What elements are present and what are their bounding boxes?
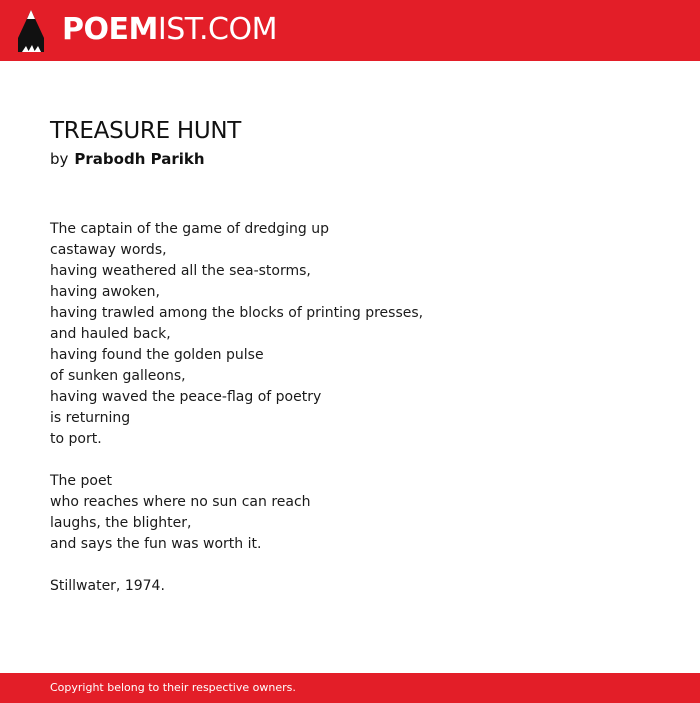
poem-title: TREASURE HUNT xyxy=(50,118,242,144)
site-header xyxy=(0,0,700,61)
logo-light-text: IST.COM xyxy=(157,12,277,47)
logo-bold-text: POEM xyxy=(62,12,158,47)
poem-line: The captain of the game of dredging up xyxy=(50,221,329,237)
poem-line: laughs, the blighter, xyxy=(50,515,192,531)
stanza-1 xyxy=(50,219,650,450)
poem-line: having weathered all the sea-storms, xyxy=(50,263,311,279)
site-footer xyxy=(0,673,700,703)
poem-line: having found the golden pulse xyxy=(50,347,264,363)
site-logo[interactable] xyxy=(62,12,277,48)
poem-line: having waved the peace-flag of poetry xyxy=(50,389,322,405)
poem-line: to port. xyxy=(50,431,102,447)
poem-line: who reaches where no sun can reach xyxy=(50,494,311,510)
poem-signoff: Stillwater, 1974. xyxy=(50,578,165,594)
poem-line: having trawled among the blocks of printing presses, xyxy=(50,305,424,321)
poem-line: and says the fun was worth it. xyxy=(50,536,262,552)
poem-body xyxy=(50,219,650,618)
stanza-2 xyxy=(50,471,650,555)
poem-line: of sunken galleons, xyxy=(50,368,186,384)
poem-line: and hauled back, xyxy=(50,326,171,342)
author-name: Prabodh Parikh xyxy=(74,150,205,168)
stanza-3 xyxy=(50,576,650,597)
by-label: by xyxy=(50,150,69,168)
pencil-tip-icon[interactable] xyxy=(18,10,44,52)
byline xyxy=(50,149,205,169)
poem-line: The poet xyxy=(50,473,113,489)
copyright-notice: Copyright belong to their respective owners. xyxy=(50,681,296,694)
poem-line: having awoken, xyxy=(50,284,160,300)
poem-line: is returning xyxy=(50,410,131,426)
poem-line: castaway words, xyxy=(50,242,167,258)
